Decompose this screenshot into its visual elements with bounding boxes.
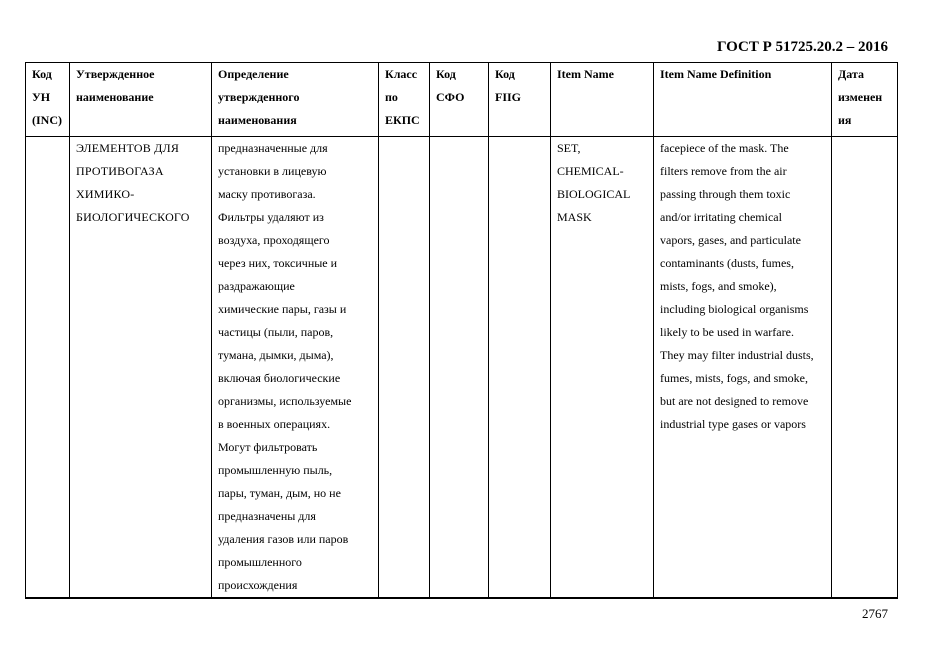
col-header-fiig	[489, 63, 551, 137]
text-line: and/or irritating chemical	[660, 210, 782, 224]
col-header-date	[832, 63, 898, 137]
cell-sfo	[430, 137, 489, 599]
text-line: They may filter industrial dusts,	[660, 348, 814, 362]
text-line: vapors, gases, and particulate	[660, 233, 801, 247]
text-line: ХИМИКО-	[76, 187, 135, 201]
text-line: Класс	[385, 67, 418, 81]
cell-item-definition	[654, 137, 832, 599]
text-line: промышленного	[218, 555, 302, 569]
text-line: CHEMICAL-	[557, 164, 624, 178]
text-line: but are not designed to remove	[660, 394, 809, 408]
text-line: частицы (пыли, паров,	[218, 325, 334, 339]
text-line: в военных операциях.	[218, 417, 331, 431]
page-number: 2767	[862, 606, 888, 621]
text-line: Код	[436, 67, 456, 81]
text-line: наименования	[218, 113, 297, 127]
text-line: организмы, используемые	[218, 394, 352, 408]
col-header-item-name	[551, 63, 654, 137]
text-line: Утвержденное	[76, 67, 155, 81]
text-line: УН	[32, 90, 51, 104]
cell-date	[832, 137, 898, 599]
text-line: тумана, дымки, дыма),	[218, 348, 334, 362]
text-line: Могут фильтровать	[218, 440, 318, 454]
cell-approved-name	[70, 137, 212, 599]
text-line: mists, fogs, and smoke),	[660, 279, 777, 293]
document-code: ГОСТ Р 51725.20.2 – 2016	[716, 39, 888, 55]
text-line: (INC)	[32, 113, 62, 127]
text-line: Определение	[218, 67, 289, 81]
text-line: пары, туман, дым, но не	[218, 486, 341, 500]
text-line: химические пары, газы и	[218, 302, 347, 316]
col-header-approved-name	[70, 63, 212, 137]
text-line: воздуха, проходящего	[218, 233, 330, 247]
text-line: изменен	[838, 90, 883, 104]
col-header-class	[379, 63, 430, 137]
text-line: маску противогаза.	[218, 187, 316, 201]
text-line: по	[385, 90, 398, 104]
col-header-item-definition	[654, 63, 832, 137]
text-line: MASK	[557, 210, 592, 224]
text-line: Код	[495, 67, 515, 81]
text-line: including biological organisms	[660, 302, 809, 316]
text-line: включая биологические	[218, 371, 341, 385]
text-line: facepiece of the mask. The	[660, 141, 789, 155]
text-line: ия	[838, 113, 852, 127]
col-header-inc	[26, 63, 70, 137]
text-line: FIIG	[495, 90, 522, 104]
col-header-sfo	[430, 63, 489, 137]
text-line: likely to be used in warfare.	[660, 325, 794, 339]
text-line: fumes, mists, fogs, and smoke,	[660, 371, 808, 385]
text-line: Item Name	[557, 67, 614, 81]
text-line: предназначены для	[218, 509, 316, 523]
text-line: Дата	[838, 67, 864, 81]
text-line: passing through them toxic	[660, 187, 791, 201]
text-line: Item Name Definition	[660, 67, 772, 81]
col-header-definition-ru	[212, 63, 379, 137]
text-line: СФО	[436, 90, 465, 104]
cell-definition-ru	[212, 137, 379, 599]
text-line: утвержденного	[218, 90, 300, 104]
text-line: происхождения	[218, 578, 298, 592]
text-line: установки в лицевую	[218, 164, 327, 178]
text-line: БИОЛОГИЧЕСКОГО	[76, 210, 190, 224]
text-line: удаления газов или паров	[218, 532, 349, 546]
text-line: промышленную пыль,	[218, 463, 333, 477]
text-line: industrial type gases or vapors	[660, 417, 806, 431]
text-line: ЕКПС	[385, 113, 420, 127]
text-line: раздражающие	[218, 279, 295, 293]
table-row	[26, 137, 898, 599]
header-row	[26, 63, 898, 137]
text-line: contaminants (dusts, fumes,	[660, 256, 794, 270]
text-line: ПРОТИВОГАЗА	[76, 164, 164, 178]
text-line: ЭЛЕМЕНТОВ ДЛЯ	[76, 141, 180, 155]
cell-fiig	[489, 137, 551, 599]
text-line: filters remove from the air	[660, 164, 787, 178]
text-line: предназначенные для	[218, 141, 328, 155]
text-line: через них, токсичные и	[218, 256, 338, 270]
text-line: BIOLOGICAL	[557, 187, 631, 201]
cell-inc	[26, 137, 70, 599]
text-line: SET,	[557, 141, 581, 155]
cell-class	[379, 137, 430, 599]
cell-item-name	[551, 137, 654, 599]
text-line: Код	[32, 67, 52, 81]
text-line: Фильтры удаляют из	[218, 210, 324, 224]
catalog-table	[25, 62, 898, 599]
text-line: наименование	[76, 90, 154, 104]
